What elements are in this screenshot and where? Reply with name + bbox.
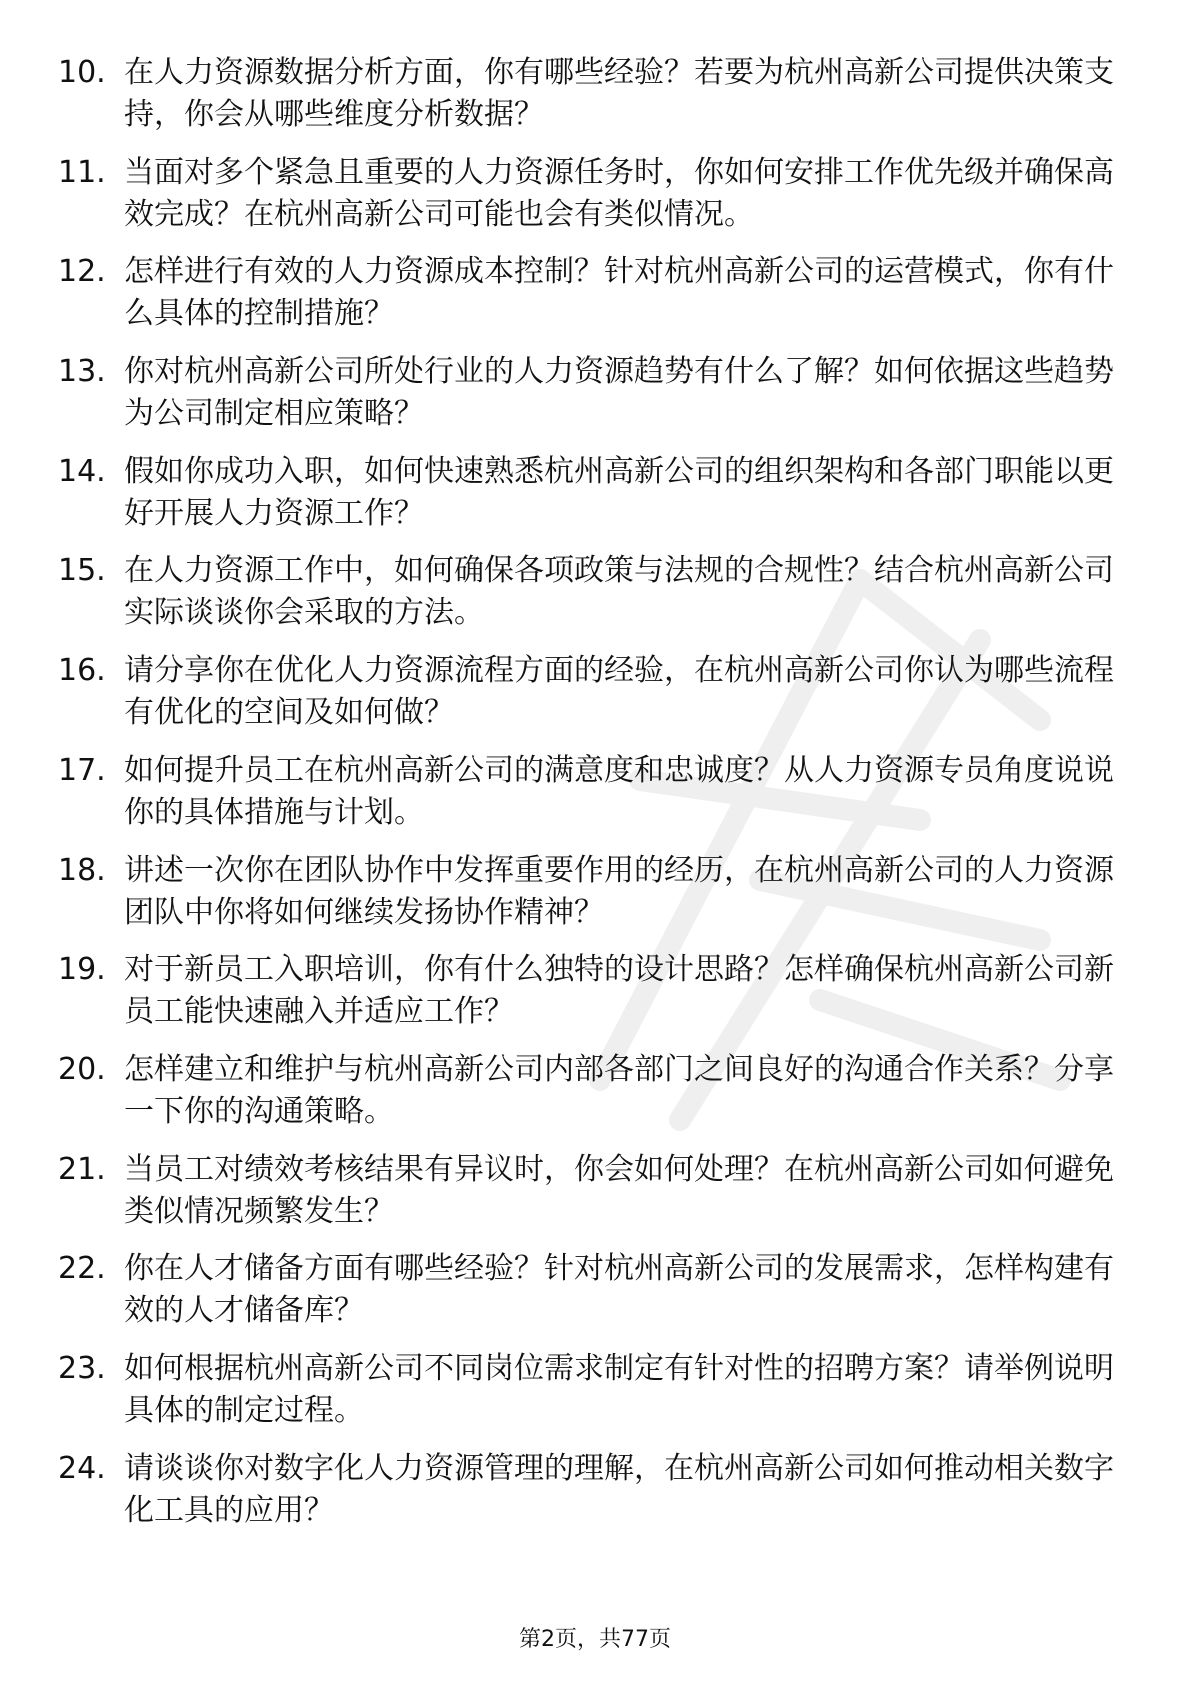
question-number: 14.: [58, 453, 106, 489]
question-item: [58, 750, 1128, 850]
question-text: 请谈谈你对数字化人力资源管理的理解，在杭州高新公司如何推动相关数字化工具的应用？: [124, 1450, 1114, 1528]
question-number: 18.: [58, 852, 106, 888]
question-number: 16.: [58, 653, 106, 689]
question-text: 讲述一次你在团队协作中发挥重要作用的经历，在杭州高新公司的人力资源团队中你将如何继续发扬协作精神？: [124, 852, 1114, 930]
question-item: [58, 351, 1128, 451]
page-indicator: 第2页，共77页: [519, 1627, 671, 1652]
question-item: [58, 152, 1128, 252]
question-number: 12.: [58, 254, 106, 290]
question-item: [58, 550, 1128, 650]
question-number: 22.: [58, 1251, 106, 1287]
question-number: 15.: [58, 553, 106, 589]
question-text: 当面对多个紧急且重要的人力资源任务时，你如何安排工作优先级并确保高效完成？在杭州高新公司可能也会有类似情况。: [124, 154, 1114, 232]
question-item: [58, 1348, 1128, 1448]
question-item: [58, 1248, 1128, 1348]
question-number: 10.: [58, 55, 106, 90]
question-number: 21.: [58, 1151, 106, 1187]
question-list: [58, 52, 1128, 1547]
question-item: [58, 251, 1128, 351]
question-item: [58, 949, 1128, 1049]
question-text: 怎样建立和维护与杭州高新公司内部各部门之间良好的沟通合作关系？分享一下你的沟通策略。: [124, 1051, 1114, 1129]
question-text: 怎样进行有效的人力资源成本控制？针对杭州高新公司的运营模式，你有什么具体的控制措施？: [124, 254, 1114, 332]
question-item: [58, 52, 1128, 152]
question-text: 对于新员工入职培训，你有什么独特的设计思路？怎样确保杭州高新公司新员工能快速融入并适应工作？: [124, 952, 1114, 1030]
question-item: [58, 1448, 1128, 1548]
question-number: 11.: [58, 154, 106, 190]
question-number: 19.: [58, 952, 106, 988]
question-item: [58, 451, 1128, 551]
question-text: 在人力资源工作中，如何确保各项政策与法规的合规性？结合杭州高新公司实际谈谈你会采取的方法。: [124, 553, 1114, 631]
question-item: [58, 1049, 1128, 1149]
question-text: 假如你成功入职，如何快速熟悉杭州高新公司的组织架构和各部门职能以更好开展人力资源工作？: [124, 453, 1114, 531]
question-text: 如何根据杭州高新公司不同岗位需求制定有针对性的招聘方案？请举例说明具体的制定过程。: [124, 1350, 1114, 1428]
question-text: 请分享你在优化人力资源流程方面的经验，在杭州高新公司你认为哪些流程有优化的空间及如何做？: [124, 653, 1114, 731]
question-text: 在人力资源数据分析方面，你有哪些经验？若要为杭州高新公司提供决策支持，你会从哪些维度分析数据？: [124, 55, 1114, 132]
question-text: 当员工对绩效考核结果有异议时，你会如何处理？在杭州高新公司如何避免类似情况频繁发生？: [124, 1151, 1114, 1229]
question-item: [58, 1149, 1128, 1249]
question-text: 你在人才储备方面有哪些经验？针对杭州高新公司的发展需求，怎样构建有效的人才储备库？: [124, 1251, 1114, 1329]
question-item: [58, 650, 1128, 750]
question-item: [58, 850, 1128, 950]
question-number: 13.: [58, 354, 106, 390]
question-number: 20.: [58, 1051, 106, 1087]
question-number: 24.: [58, 1450, 106, 1486]
question-number: 23.: [58, 1350, 106, 1386]
question-text: 你对杭州高新公司所处行业的人力资源趋势有什么了解？如何依据这些趋势为公司制定相应策略？: [124, 354, 1114, 432]
question-number: 17.: [58, 752, 106, 788]
question-text: 如何提升员工在杭州高新公司的满意度和忠诚度？从人力资源专员角度说说你的具体措施与计划。: [124, 752, 1114, 830]
